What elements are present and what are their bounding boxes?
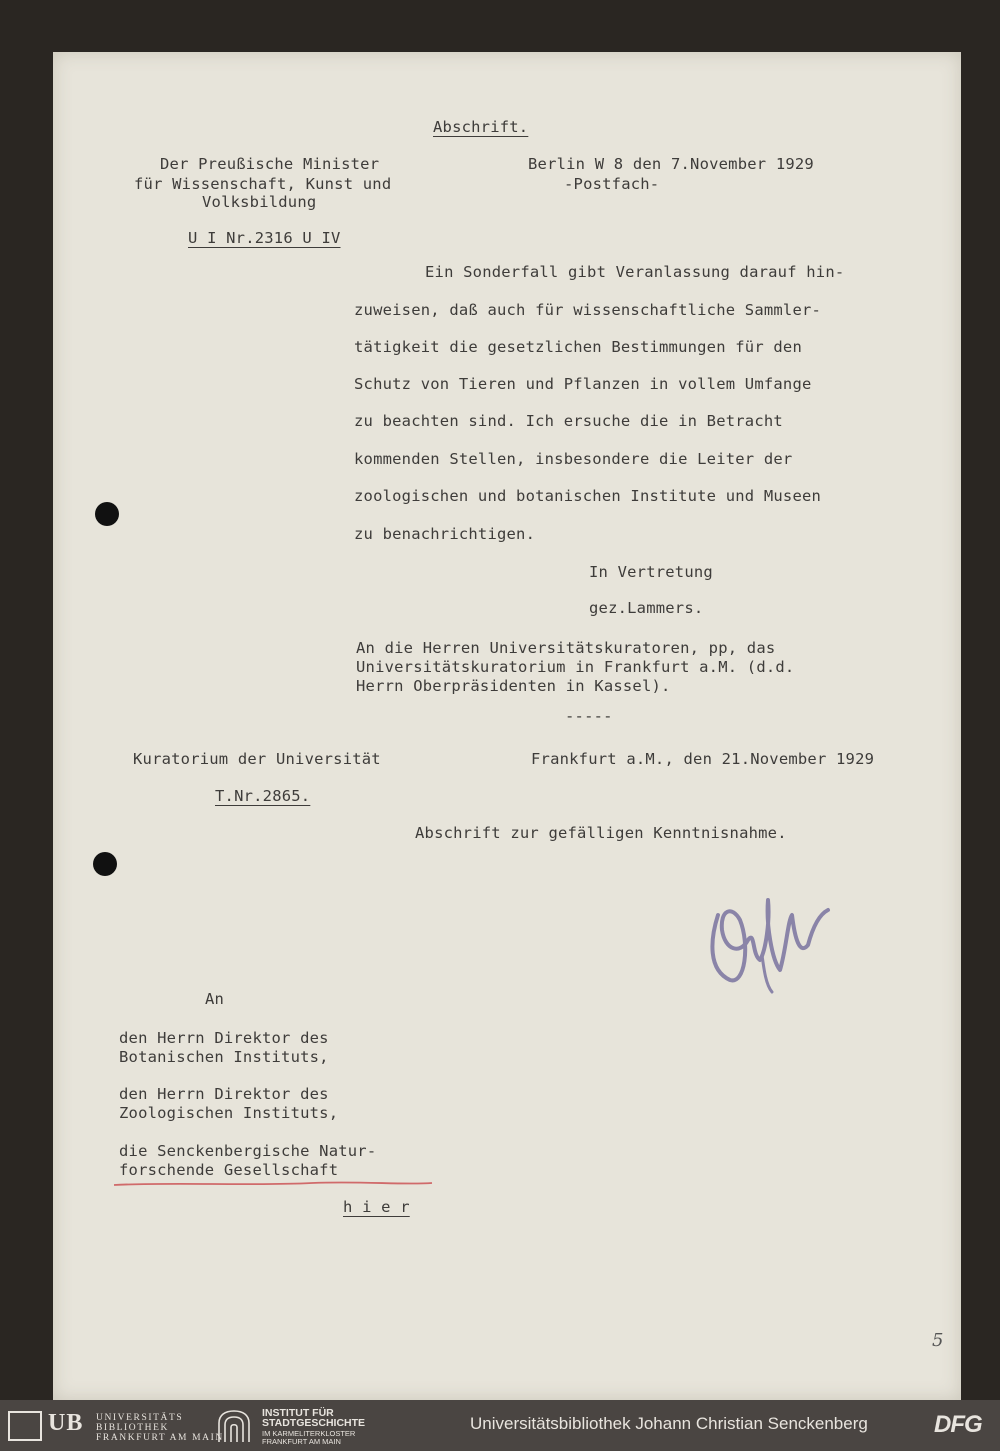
sender-line: für Wissenschaft, Kunst und	[134, 175, 392, 193]
document-page	[53, 52, 961, 1400]
recipient-line: Botanischen Instituts,	[119, 1048, 329, 1066]
place-date-2: Frankfurt a.M., den 21.November 1929	[531, 750, 875, 768]
kuratorium-heading: Kuratorium der Universität	[133, 750, 381, 768]
ub-name-line: FRANKFURT AM MAIN	[96, 1433, 224, 1443]
addressee-line: Universitätskuratorium in Frankfurt a.M. (d.d.	[356, 658, 795, 676]
place-date: Berlin W 8 den 7.November 1929	[528, 155, 814, 173]
body-line: zuweisen, daß auch für wissenschaftliche Sammler-	[354, 301, 822, 319]
hier-label: h i e r	[343, 1198, 410, 1216]
reference-number: U I Nr.2316 U IV	[188, 229, 341, 247]
an-label: An	[205, 990, 225, 1008]
closing-line: In Vertretung	[589, 563, 713, 581]
note-line: Abschrift zur gefälligen Kenntnisnahme.	[415, 824, 787, 842]
body-line: zu beachten sind. Ich ersuche die in Betracht	[354, 412, 783, 430]
isg-subtitle-line: IM KARMELITERKLOSTER	[262, 1429, 356, 1438]
ub-name-line: BIBLIOTHEK	[96, 1423, 169, 1433]
body-line: zoologischen und botanischen Institute und Museen	[354, 487, 822, 505]
isg-subtitle	[262, 1430, 355, 1446]
sender-line: Volksbildung	[202, 193, 317, 211]
sender-line: Der Preußische Minister	[160, 155, 380, 173]
library-title: Universitätsbibliothek Johann Christian Senckenberg	[470, 1414, 868, 1433]
body-line: zu benachrichtigen.	[354, 525, 536, 543]
isg-name-line: INSTITUT FÜR	[262, 1407, 334, 1419]
handwritten-signature	[700, 860, 840, 1000]
postfach: -Postfach-	[564, 175, 660, 193]
punch-hole	[95, 502, 119, 526]
body-line: Ein Sonderfall gibt Veranlassung darauf hin-	[425, 263, 845, 281]
ub-name[interactable]	[96, 1413, 224, 1443]
ub-logo-text: UB	[48, 1410, 84, 1436]
signed-name: gez.Lammers.	[589, 599, 704, 617]
ub-logo-icon[interactable]	[8, 1411, 42, 1441]
isg-name-line: STADTGESCHICHTE	[262, 1417, 366, 1429]
ub-name-line: UNIVERSITÄTS	[96, 1413, 184, 1423]
reference-number-2: T.Nr.2865.	[215, 787, 311, 805]
recipient-line: den Herrn Direktor des	[119, 1029, 329, 1047]
isg-name[interactable]	[262, 1408, 365, 1428]
footer-bar	[0, 1400, 1000, 1451]
body-line: kommenden Stellen, insbesondere die Leiter der	[354, 450, 793, 468]
body-line: tätigkeit die gesetzlichen Bestimmungen für den	[354, 338, 802, 356]
isg-subtitle-line: FRANKFURT AM MAIN	[262, 1437, 341, 1446]
recipient-line: Zoologischen Instituts,	[119, 1104, 339, 1122]
recipient-line: den Herrn Direktor des	[119, 1085, 329, 1103]
recipient-line: die Senckenbergische Natur-	[119, 1142, 377, 1160]
addressee-line: Herrn Oberpräsidenten in Kassel).	[356, 677, 671, 695]
document-title: Abschrift.	[433, 118, 529, 136]
page-number: 5	[932, 1330, 944, 1351]
separator: -----	[565, 707, 613, 725]
recipient-line: forschende Gesellschaft	[119, 1161, 339, 1179]
addressee-line: An die Herren Universitätskuratoren, pp, das	[356, 639, 776, 657]
body-line: Schutz von Tieren und Pflanzen in vollem Umfange	[354, 375, 812, 393]
punch-hole	[93, 852, 117, 876]
dfg-logo[interactable]: DFG	[934, 1411, 982, 1438]
isg-logo-icon[interactable]	[216, 1409, 252, 1443]
red-pencil-underline	[112, 1180, 434, 1188]
